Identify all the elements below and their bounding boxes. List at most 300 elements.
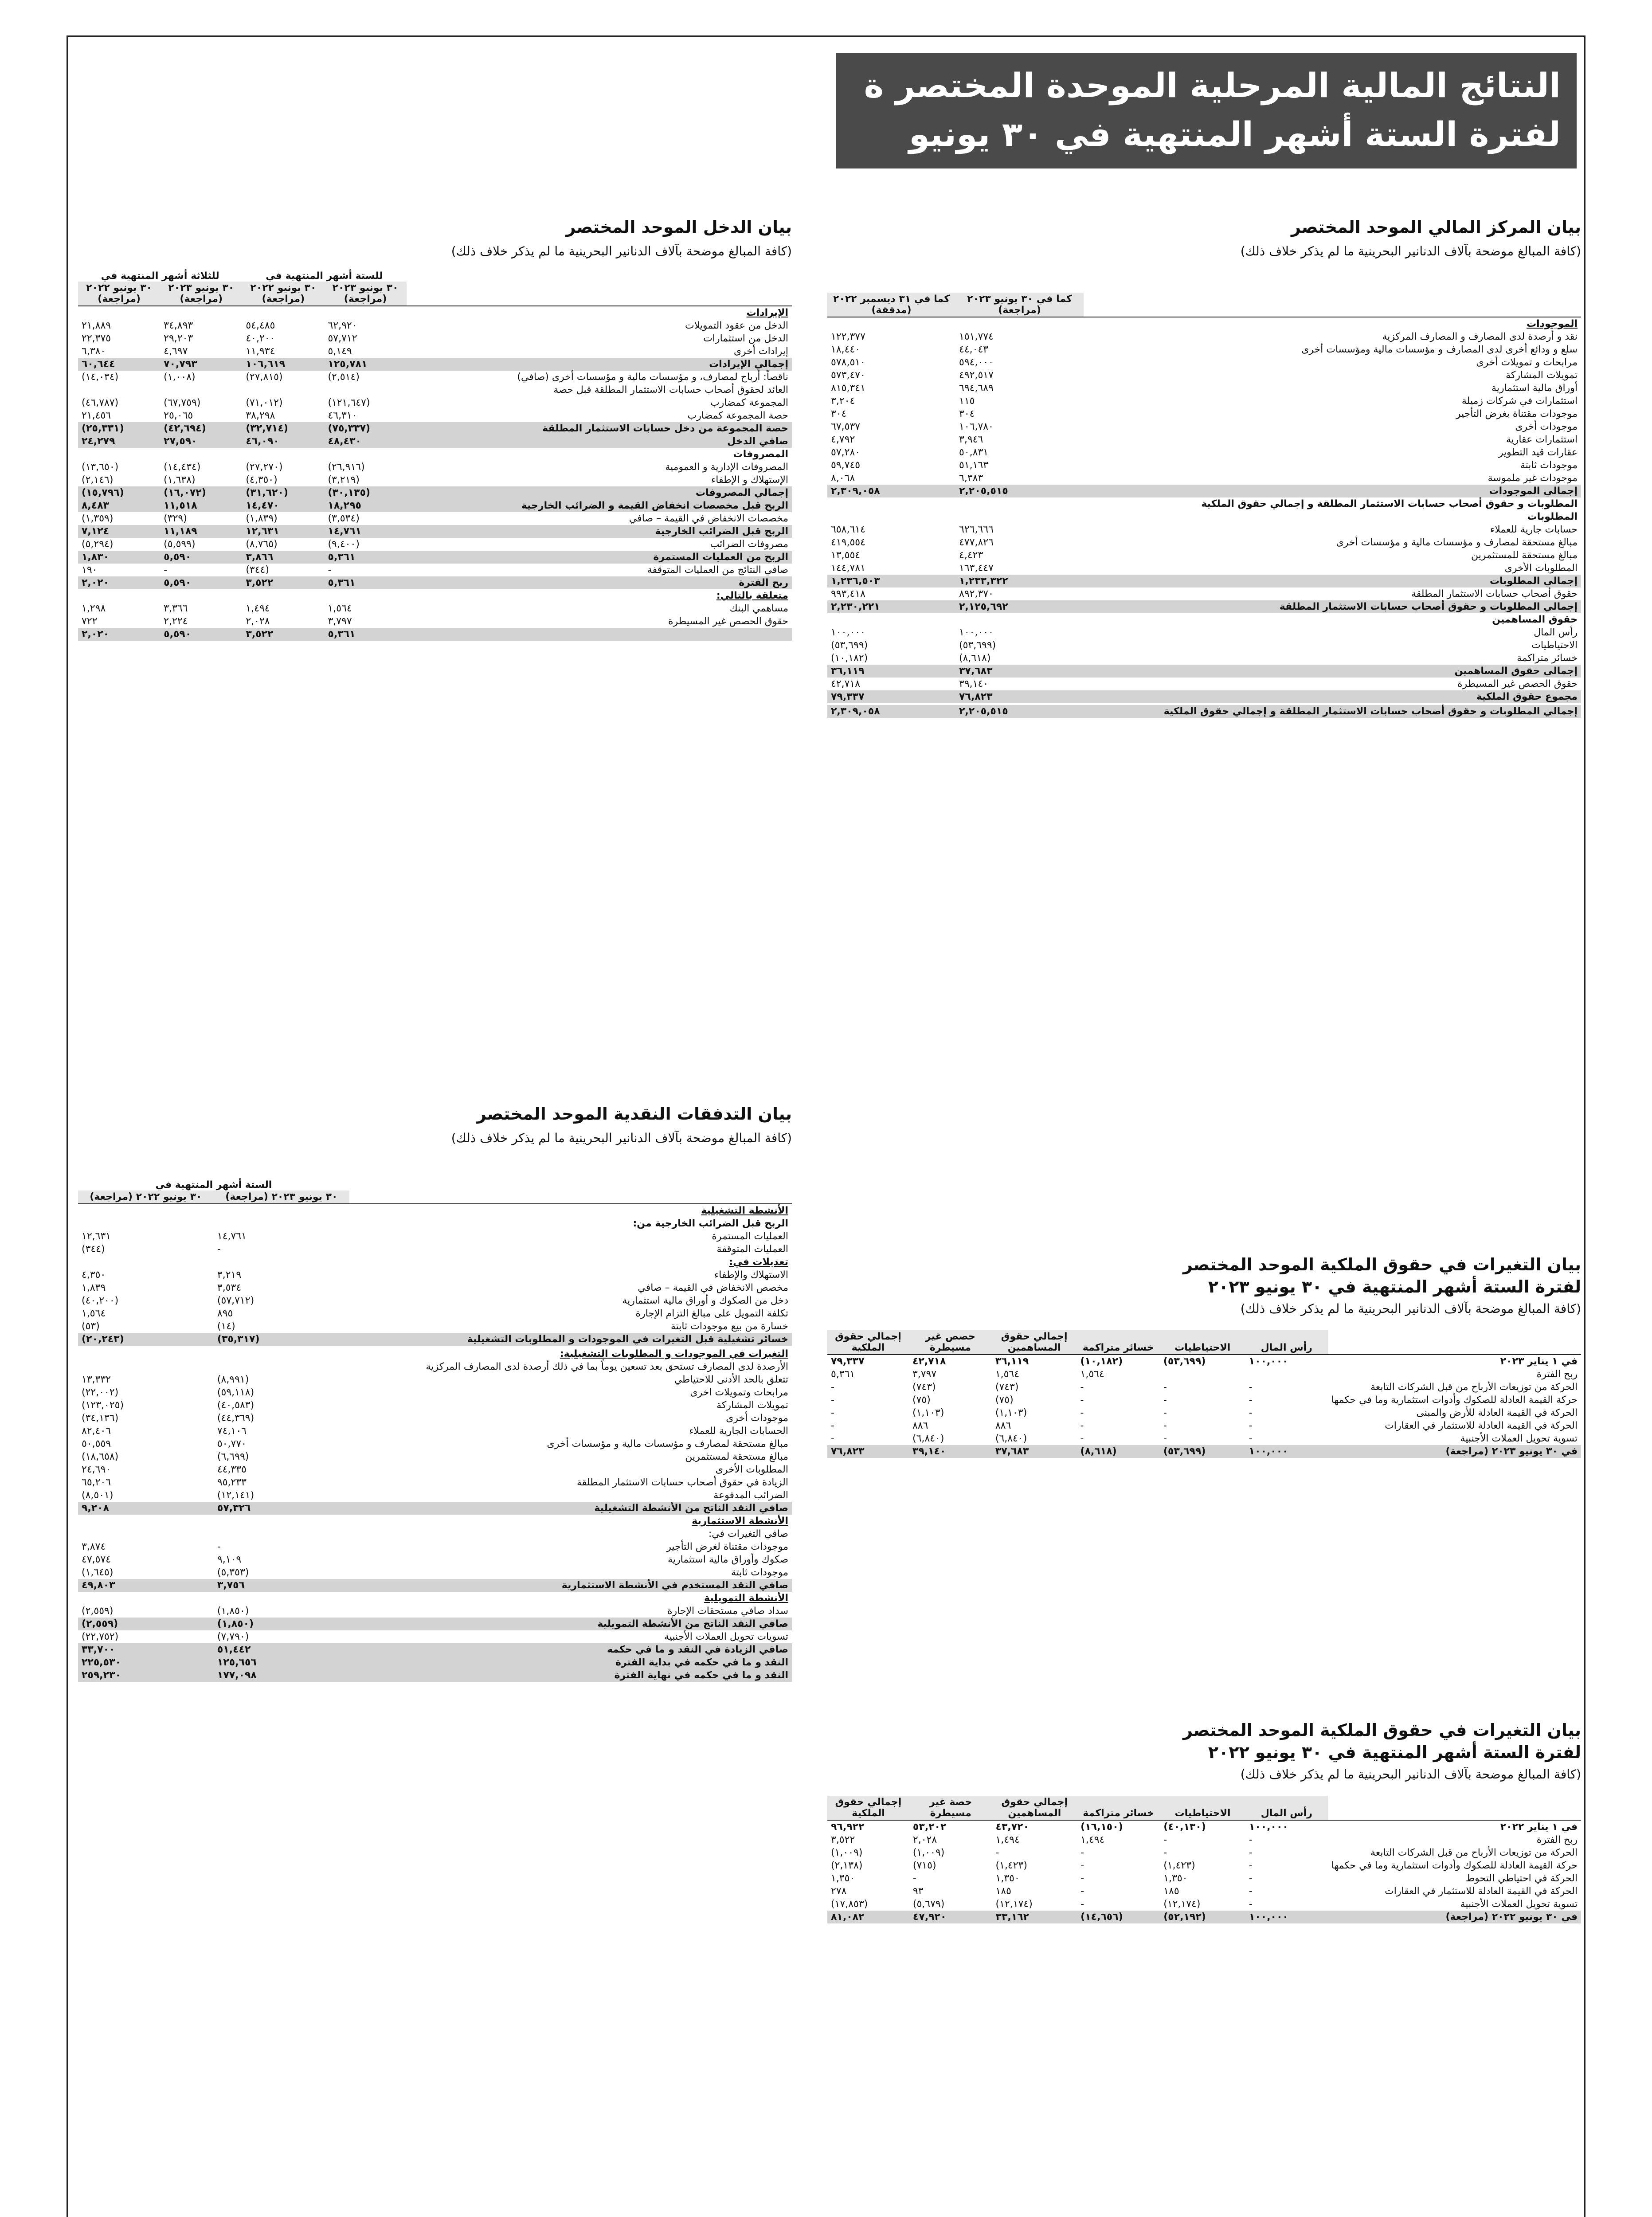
equity-2022-cell: ١,٣٥٠ bbox=[831, 1873, 855, 1884]
balance-sheet-header-row bbox=[827, 293, 1581, 317]
income-cell: ٢٧,٥٩٠ bbox=[160, 435, 242, 448]
cashflow-row-label: مرابحات وتمويلات اخرى bbox=[690, 1387, 788, 1398]
income-row bbox=[78, 435, 792, 448]
page-title-box bbox=[836, 53, 1577, 203]
cashflow-cell bbox=[78, 1204, 214, 1217]
cashflow-row bbox=[78, 1204, 792, 1217]
balance-sheet-table bbox=[827, 293, 1581, 718]
cashflow-cell: (١,٦٤٥) bbox=[82, 1567, 114, 1578]
equity-2023-row bbox=[827, 1432, 1581, 1445]
cashflow-row bbox=[78, 1630, 792, 1643]
cashflow-row bbox=[78, 1386, 792, 1399]
balance-sheet-row-label: حقوق أصحاب حسابات الاستثمار المطلقة bbox=[1411, 588, 1578, 599]
cashflow-row-label: تتعلق بالحد الأدنى للاحتياطي bbox=[674, 1374, 788, 1385]
cashflow-cell: ٩٥,٢٣٣ bbox=[217, 1477, 247, 1488]
income-cell: ٥,٥٩٠ bbox=[160, 551, 242, 564]
equity-2022-header-row bbox=[827, 1796, 1581, 1820]
equity-2023-cell: ٨٨٦ bbox=[995, 1420, 1011, 1431]
equity-2023-cell: - bbox=[1249, 1394, 1253, 1406]
equity-2022-column-header: إجمالي حقوق المساهمين bbox=[992, 1796, 1077, 1820]
balance-sheet-note: (كافة المبالغ موضحة بآلاف الدنانير البحرينية ما لم يذكر خلاف ذلك) bbox=[1240, 244, 1581, 259]
balance-sheet-cell: ١٠٠,٠٠٠ bbox=[959, 627, 994, 638]
cashflow-row bbox=[78, 1515, 792, 1528]
equity-2023-cell: (٥٣,٦٩٩) bbox=[1160, 1445, 1245, 1458]
cashflow-cell: ١,٨٣٩ bbox=[82, 1282, 106, 1293]
equity-2022-row bbox=[827, 1872, 1581, 1885]
balance-sheet-row bbox=[827, 485, 1581, 497]
balance-sheet-row-label: نقد و أرصدة لدى المصارف و المصارف المركزية bbox=[1382, 331, 1578, 342]
income-row bbox=[78, 422, 792, 435]
income-cell: ١,٨٣٠ bbox=[78, 551, 160, 564]
cashflow-row-label: الأرصدة لدى المصارف تستحق بعد تسعين يوماً بما في ذلك أرصدة لدى المصارف المركزية bbox=[426, 1361, 788, 1372]
income-row bbox=[78, 525, 792, 538]
equity-2023-row-label: الحركة من توزيعات الأرباح من قبل الشركات التابعة bbox=[1370, 1382, 1578, 1393]
balance-sheet-cell: ٧٩,٣٣٧ bbox=[827, 690, 955, 703]
income-cell: (١,٠٠٨) bbox=[164, 372, 196, 383]
equity-2022-row-label: الحركة في القيمة العادلة للاستثمار في العقارات bbox=[1385, 1886, 1578, 1897]
cashflow-cell: ٣,٢١٩ bbox=[217, 1269, 242, 1281]
balance-sheet-cell: ٣,٢٠٤ bbox=[831, 396, 855, 407]
income-cell bbox=[78, 589, 160, 602]
balance-sheet-row-label: موجودات أخرى bbox=[1515, 421, 1578, 432]
income-header-label bbox=[407, 282, 792, 306]
equity-2023-table bbox=[827, 1330, 1581, 1458]
income-cell: ٢١,٤٥٦ bbox=[82, 410, 111, 421]
cashflow-row-label: موجودات ثابتة bbox=[731, 1567, 788, 1578]
income-cell: ١٩٠ bbox=[82, 564, 98, 576]
balance-sheet-row bbox=[827, 575, 1581, 588]
income-row bbox=[78, 448, 792, 461]
income-row-label: الإيرادات bbox=[746, 307, 788, 318]
balance-sheet-cell bbox=[955, 510, 1084, 523]
balance-sheet-header-label bbox=[1084, 293, 1581, 317]
balance-sheet-row bbox=[827, 369, 1581, 382]
equity-2023-cell: ٣٦,١١٩ bbox=[995, 1356, 1029, 1367]
cashflow-row bbox=[78, 1592, 792, 1605]
cashflow-cell: (١٨,٦٥٨) bbox=[82, 1451, 119, 1462]
income-row-label: إجمالي الإيرادات bbox=[407, 358, 792, 371]
equity-2023-title-1: بيان التغيرات في حقوق الملكية الموحد المختصر bbox=[1183, 1255, 1581, 1274]
equity-2022-cell: - bbox=[1080, 1860, 1084, 1871]
income-cell: (٥,٥٩٩) bbox=[164, 539, 196, 550]
income-row-label: حصة المجموعة كمضارب bbox=[687, 410, 788, 421]
income-column-header: ٣٠ يونيو ٢٠٢٣ (مراجعة) bbox=[324, 282, 406, 306]
cashflow-row bbox=[78, 1217, 792, 1230]
income-cell: ٧٠,٧٩٣ bbox=[160, 358, 242, 371]
equity-2022-row-label: حركة القيمة العادلة للصكوك وأدوات استثمارية وما في حكمها bbox=[1331, 1860, 1578, 1871]
income-row bbox=[78, 409, 792, 422]
equity-2022-cell: - bbox=[1249, 1886, 1253, 1897]
cashflow-row-label: موجودات أخرى bbox=[726, 1413, 788, 1424]
income-cell: (٣,٢١٩) bbox=[328, 474, 360, 486]
income-group-three-months: للثلاثة أشهر المنتهية في bbox=[101, 270, 219, 282]
equity-2023-cell: ٣,٧٩٧ bbox=[912, 1369, 937, 1380]
equity-2022-cell: ٨١,٠٨٢ bbox=[827, 1911, 909, 1923]
income-cell: (٣٢٩) bbox=[164, 513, 187, 524]
equity-2023-cell: (٧٤٣) bbox=[995, 1382, 1019, 1393]
cashflow-row-label: المطلوبات الأخرى bbox=[715, 1464, 788, 1475]
income-row-label: الربح من العمليات المستمرة bbox=[407, 551, 792, 564]
equity-2023-cell: - bbox=[1163, 1382, 1167, 1393]
cashflow-cell: (٢٢,٠٠٢) bbox=[82, 1387, 119, 1398]
balance-sheet-row-label: تمويلات المشاركة bbox=[1506, 370, 1578, 381]
equity-2023-cell: (٦,٨٤٠) bbox=[912, 1433, 944, 1444]
equity-2023-cell: - bbox=[1080, 1407, 1084, 1418]
equity-2023-row bbox=[827, 1419, 1581, 1432]
income-cell bbox=[78, 306, 160, 319]
cashflow-row bbox=[78, 1425, 792, 1438]
income-cell: (٣٤٤) bbox=[246, 564, 269, 576]
balance-sheet-row bbox=[827, 330, 1581, 343]
equity-2022-cell: ١٠٠,٠٠٠ bbox=[1249, 1821, 1288, 1833]
income-row bbox=[78, 512, 792, 525]
income-statement-table bbox=[78, 270, 792, 641]
balance-sheet-cell bbox=[955, 613, 1084, 626]
balance-sheet-cell: ٢,٣٠٩,٠٥٨ bbox=[827, 485, 955, 497]
balance-sheet-cell bbox=[955, 497, 1084, 510]
balance-sheet-row bbox=[827, 588, 1581, 600]
cashflow-cell: (٥٣) bbox=[82, 1321, 100, 1332]
income-cell: ٣,٨٦٦ bbox=[242, 551, 324, 564]
balance-sheet-cell: ١٠٦,٧٨٠ bbox=[959, 421, 994, 432]
income-cell bbox=[78, 384, 160, 396]
cashflow-cell bbox=[78, 1360, 214, 1373]
cashflow-row bbox=[78, 1643, 792, 1656]
equity-2022-cell: (٥٢,١٩٢) bbox=[1160, 1911, 1245, 1923]
income-cell bbox=[324, 384, 406, 396]
cashflow-row bbox=[78, 1360, 792, 1373]
income-cell: (١٦,٠٧٢) bbox=[160, 486, 242, 499]
equity-2022-cell: (١٢,١٧٤) bbox=[995, 1899, 1033, 1910]
equity-2022-cell: ٢٧٨ bbox=[831, 1886, 847, 1897]
equity-2023-cell: (٧٤٣) bbox=[912, 1382, 936, 1393]
income-cell: ١,٢٩٨ bbox=[82, 603, 106, 614]
balance-sheet-cell: ١٣,٥٥٤ bbox=[831, 550, 861, 561]
balance-sheet-row-label: موجودات غير ملموسة bbox=[1488, 473, 1578, 484]
equity-2022-cell: ٤٣,٧٢٠ bbox=[995, 1821, 1030, 1833]
income-cell: ٦٠,٦٤٤ bbox=[78, 358, 160, 371]
balance-sheet-row bbox=[827, 600, 1581, 613]
equity-2022-cell: ١,٣٥٠ bbox=[995, 1873, 1020, 1884]
balance-sheet-cell: ٧٦,٨٢٣ bbox=[955, 690, 1084, 703]
equity-2023-cell: - bbox=[831, 1433, 834, 1444]
equity-2022-cell: ٣٣,١٦٢ bbox=[992, 1911, 1077, 1923]
income-row-label: الإستهلاك و الإطفاء bbox=[711, 474, 788, 486]
income-cell: ٤٠,٢٠٠ bbox=[246, 333, 275, 344]
equity-2023-cell: - bbox=[1249, 1420, 1253, 1431]
income-cell: ٥,٥٩٠ bbox=[160, 576, 242, 589]
balance-sheet-cell: ٥١,١٦٣ bbox=[959, 460, 989, 471]
income-group-six-months: للستة أشهر المنتهية في bbox=[266, 270, 383, 282]
cashflow-cell: ٤٤,٣٣٥ bbox=[217, 1464, 247, 1475]
income-cell: (٤٦,٧٨٧) bbox=[82, 397, 119, 408]
equity-2023-cell: (٦,٨٤٠) bbox=[995, 1433, 1027, 1444]
cashflow-row-label: دخل من الصكوك و أوراق مالية استثمارية bbox=[622, 1295, 788, 1306]
cashflow-row bbox=[78, 1412, 792, 1425]
income-cell: ١٢,٦٣١ bbox=[242, 525, 324, 538]
income-cell: ٣,٥٢٢ bbox=[242, 576, 324, 589]
cashflow-cell: - bbox=[217, 1541, 221, 1552]
income-cell: (٢٥,٣٣١) bbox=[78, 422, 160, 435]
income-row-label: المصروفات bbox=[733, 449, 788, 460]
income-cell: ٧,١٢٤ bbox=[78, 525, 160, 538]
balance-sheet-cell: ٨٩٢,٣٧٠ bbox=[959, 588, 994, 599]
equity-2022-cell: ١,٣٥٠ bbox=[1163, 1873, 1188, 1884]
balance-sheet-row bbox=[827, 433, 1581, 446]
cashflow-cell: (١,٨٥٠) bbox=[214, 1618, 349, 1630]
income-cell: ٥٤,٤٨٥ bbox=[246, 320, 275, 331]
equity-2023-column-header: حصص غير مسيطرة bbox=[909, 1330, 992, 1355]
cashflow-row-label: تكلفة التمويل على مبالغ التزام الإجارة bbox=[635, 1308, 788, 1319]
equity-2022-cell: (١٤,٦٥٦) bbox=[1077, 1911, 1160, 1923]
income-cell: ٤٨,٤٣٠ bbox=[324, 435, 406, 448]
equity-2023-cell: - bbox=[831, 1420, 834, 1431]
cashflow-cell: (٣٥,٣١٧) bbox=[214, 1333, 349, 1346]
cashflow-row bbox=[78, 1281, 792, 1294]
equity-2022-cell: (١٧,٨٥٣) bbox=[831, 1899, 868, 1910]
cashflow-row-label: العمليات المستمرة bbox=[712, 1231, 788, 1242]
income-column-header: ٣٠ يونيو ٢٠٢٣ (مراجعة) bbox=[160, 282, 242, 306]
income-row-label: إيرادات أخرى bbox=[733, 346, 788, 357]
balance-sheet-cell: ٥٧٨,٥١٠ bbox=[831, 357, 865, 368]
equity-2023-cell: ١٠٠,٠٠٠ bbox=[1249, 1356, 1288, 1367]
cashflow-cell: ٤٩,٨٠٣ bbox=[78, 1579, 214, 1592]
cashflow-header-row bbox=[78, 1191, 792, 1204]
balance-sheet-cell: ٥٩,٧٤٥ bbox=[831, 460, 861, 471]
equity-2022-cell: (٧١٥) bbox=[912, 1860, 936, 1871]
cashflow-cell: ٣,٨٧٤ bbox=[82, 1541, 106, 1552]
cashflow-cell: ١٢,٦٣١ bbox=[82, 1231, 111, 1242]
balance-sheet-cell: ٣,٩٤٦ bbox=[959, 434, 983, 445]
equity-2022-cell: ٩٦,٩٢٢ bbox=[831, 1821, 865, 1833]
balance-sheet-row-label: حقوق المساهمين bbox=[1492, 614, 1578, 625]
balance-sheet-grid bbox=[827, 293, 1581, 718]
cashflow-cell: (٣٤,١٣٦) bbox=[82, 1413, 119, 1424]
equity-2022-row bbox=[827, 1885, 1581, 1898]
income-row bbox=[78, 345, 792, 358]
cashflow-row-label: خسارة من بيع موجودات ثابتة bbox=[670, 1321, 788, 1332]
cashflow-cell: (١٢,١٤١) bbox=[217, 1490, 254, 1501]
equity-2023-cell: - bbox=[1080, 1420, 1084, 1431]
equity-2023-row bbox=[827, 1394, 1581, 1406]
income-row bbox=[78, 461, 792, 474]
cashflow-cell: (٤٤,٣٦٩) bbox=[217, 1413, 254, 1424]
cashflow-row bbox=[78, 1669, 792, 1682]
equity-2022-cell: (٢,١٣٨) bbox=[831, 1860, 863, 1871]
income-cell: ٢,٠٢٨ bbox=[246, 616, 270, 627]
income-row bbox=[78, 576, 792, 589]
balance-sheet-cell: ٤١٩,٥٥٤ bbox=[831, 537, 865, 548]
cashflow-row bbox=[78, 1243, 792, 1256]
balance-sheet-row-label: استثمارات عقارية bbox=[1506, 434, 1578, 445]
balance-sheet-cell: ٢,٣٠٩,٠٥٨ bbox=[827, 705, 955, 718]
income-cell: (١٣,٦٥٠) bbox=[82, 462, 119, 473]
income-cell: (٢٦,٩١٦) bbox=[328, 462, 365, 473]
income-row-label: الربح قبل الضرائب الخارجية bbox=[407, 525, 792, 538]
cashflow-column-header: ٣٠ يونيو ٢٠٢٢ (مراجعة) bbox=[78, 1191, 214, 1204]
balance-sheet-row-label: رأس المال bbox=[1534, 627, 1578, 638]
equity-2022-row-label: الحركة في احتياطي التحوط bbox=[1465, 1873, 1578, 1884]
balance-sheet-cell: ٥٩٤,٠٠٠ bbox=[959, 357, 994, 368]
equity-2023-row bbox=[827, 1355, 1581, 1368]
equity-2022-cell: (١٦,١٥٠) bbox=[1080, 1821, 1123, 1833]
equity-2023-cell: - bbox=[1163, 1394, 1167, 1406]
cashflow-row-label: مبالغ مستحقة لمستثمرين bbox=[685, 1451, 788, 1462]
cashflow-cell: ٩,٢٠٨ bbox=[78, 1502, 214, 1515]
balance-sheet-row bbox=[827, 420, 1581, 433]
balance-sheet-row bbox=[827, 549, 1581, 562]
balance-sheet-row bbox=[827, 317, 1581, 330]
cashflow-row bbox=[78, 1399, 792, 1412]
balance-sheet-column-header: كما في ٣٠ يونيو ٢٠٢٣ (مراجعة) bbox=[955, 293, 1084, 317]
income-row bbox=[78, 474, 792, 486]
balance-sheet-row-label: مرابحات و تمويلات أخرى bbox=[1476, 357, 1578, 368]
income-grid bbox=[78, 282, 792, 641]
cashflow-cell bbox=[78, 1256, 214, 1269]
income-cell: ٣,٣٦٦ bbox=[164, 603, 188, 614]
income-row-label: مخصصات الانخفاض في القيمة – صافي bbox=[629, 513, 788, 524]
page-title-line2: لفترة الستة أشهر المنتهية في ٣٠ يونيو ٢٠٢٣ bbox=[908, 114, 1561, 203]
equity-2023-cell: - bbox=[1080, 1433, 1084, 1444]
balance-sheet-row-label: مجموع حقوق الملكية bbox=[1084, 690, 1581, 703]
equity-2022-title-1: بيان التغيرات في حقوق الملكية الموحد المختصر bbox=[1183, 1720, 1581, 1740]
cashflow-row bbox=[78, 1269, 792, 1281]
equity-2022-cell: - bbox=[1163, 1847, 1167, 1858]
income-cell: ٢١,٨٨٩ bbox=[82, 320, 111, 331]
cashflow-row bbox=[78, 1333, 792, 1346]
cashflow-row-label: الأنشطة التشغيلية bbox=[701, 1205, 788, 1216]
balance-sheet-row-label: إجمالي المطلوبات و حقوق أصحاب حسابات الاستثمار المطلقة و إجمالي حقوق الملكية bbox=[1084, 705, 1581, 718]
income-cell: (٣,٥٣٤) bbox=[328, 513, 360, 524]
income-cell: ٧٢٢ bbox=[82, 616, 98, 627]
balance-sheet-row-label: إجمالي الموجودات bbox=[1084, 485, 1581, 497]
income-cell: ٢,٠٢٠ bbox=[78, 576, 160, 589]
equity-2023-cell: ٤٢,٧١٨ bbox=[912, 1356, 946, 1367]
cashflow-cell: ١٢٥,٦٥٦ bbox=[214, 1656, 349, 1669]
balance-sheet-row bbox=[827, 382, 1581, 395]
balance-sheet-row bbox=[827, 690, 1581, 703]
income-cell: ٣,٧٩٧ bbox=[328, 616, 352, 627]
balance-sheet-row bbox=[827, 446, 1581, 459]
cashflow-row bbox=[78, 1438, 792, 1450]
balance-sheet-row bbox=[827, 395, 1581, 407]
cashflow-row bbox=[78, 1347, 792, 1360]
income-cell: ٢٢,٣٧٥ bbox=[82, 333, 111, 344]
income-header-row bbox=[78, 282, 792, 306]
cashflow-cell: (٣٤٤) bbox=[82, 1244, 105, 1255]
cashflow-row-label: صافي النقد الناتج من الأنشطة التمويلية bbox=[349, 1618, 792, 1630]
cashflow-cell bbox=[214, 1515, 349, 1528]
cashflow-cell: ١٣,٣٣٢ bbox=[82, 1374, 111, 1385]
cashflow-row-label: تعديلات في: bbox=[729, 1257, 788, 1268]
income-cell: (٤,٣٥٠) bbox=[246, 474, 278, 486]
income-row bbox=[78, 371, 792, 384]
cashflow-row-label: صافي التغيرات في: bbox=[708, 1528, 788, 1539]
equity-2023-cell: (٧٥) bbox=[912, 1394, 931, 1406]
income-row-label: الربح قبل مخصصات انخفاض القيمة و الضرائب الخارجية bbox=[407, 499, 792, 512]
income-cell: (٢,١٤٦) bbox=[82, 474, 114, 486]
cashflow-row-label: النقد و ما في حكمه في بداية الفترة bbox=[349, 1656, 792, 1669]
cashflow-cell bbox=[214, 1360, 349, 1373]
cashflow-cell: ٨٩٥ bbox=[217, 1308, 233, 1319]
income-cell: (٨,٧٦٥) bbox=[246, 539, 278, 550]
income-row bbox=[78, 615, 792, 628]
cashflow-cell: (٨,٥٠١) bbox=[82, 1490, 114, 1501]
equity-2022-row bbox=[827, 1846, 1581, 1859]
income-row bbox=[78, 628, 792, 641]
cashflow-cell: ٥٠,٧٧٠ bbox=[217, 1438, 247, 1449]
balance-sheet-cell bbox=[955, 317, 1084, 330]
cashflow-row-label: الزيادة في حقوق أصحاب حسابات الاستثمار المطلقة bbox=[576, 1477, 788, 1488]
cashflow-cell bbox=[78, 1592, 214, 1605]
cashflow-cell: (٥,٣٥٣) bbox=[217, 1567, 249, 1578]
cashflow-cell: (١٢٣,٠٢٥) bbox=[82, 1400, 124, 1411]
cashflow-cell: ٧٤,١٠٦ bbox=[217, 1426, 247, 1437]
equity-2022-cell: - bbox=[1249, 1873, 1253, 1884]
income-cell: (٩,٤٠٠) bbox=[328, 539, 360, 550]
balance-sheet-cell: (١٠,١٨٢) bbox=[831, 653, 868, 664]
balance-sheet-cell: ٣٠٤ bbox=[959, 408, 975, 419]
income-cell: ١١,١٨٩ bbox=[160, 525, 242, 538]
equity-2022-cell: (١,٠٠٩) bbox=[831, 1847, 863, 1858]
balance-sheet-row-label: المطلوبات الأخرى bbox=[1504, 563, 1578, 574]
balance-sheet-row-label: إجمالي المطلوبات bbox=[1084, 575, 1581, 588]
equity-2023-column-header: خسائر متراكمة bbox=[1077, 1330, 1160, 1355]
equity-2022-row bbox=[827, 1820, 1581, 1833]
equity-2022-cell: ٢,٠٢٨ bbox=[912, 1834, 937, 1845]
equity-2023-cell: (٨,٦١٨) bbox=[1077, 1445, 1160, 1458]
income-cell bbox=[160, 589, 242, 602]
cashflow-row bbox=[78, 1307, 792, 1320]
cashflow-cell: - bbox=[217, 1244, 221, 1255]
equity-2022-note: (كافة المبالغ موضحة بآلاف الدنانير البحرينية ما لم يذكر خلاف ذلك) bbox=[1240, 1767, 1581, 1782]
equity-2023-cell: (١,١٠٣) bbox=[912, 1407, 944, 1418]
income-cell: ٢٩,٢٠٣ bbox=[164, 333, 193, 344]
income-cell: - bbox=[328, 564, 332, 576]
balance-sheet-cell: ٤٩٢,٥١٧ bbox=[959, 370, 994, 381]
equity-2022-column-header: حصة غير مسيطرة bbox=[909, 1796, 992, 1820]
equity-2023-note: (كافة المبالغ موضحة بآلاف الدنانير البحرينية ما لم يذكر خلاف ذلك) bbox=[1240, 1301, 1581, 1316]
page-title-line1: النتائج المالية المرحلية الموحدة المختصر ة bbox=[864, 66, 1561, 105]
cashflow-row-label: مخصص الانخفاض في القيمة – صافي bbox=[638, 1282, 788, 1293]
balance-sheet-row bbox=[827, 639, 1581, 652]
income-cell: ٥,١٤٩ bbox=[328, 346, 352, 357]
income-cell: ١,٥٦٤ bbox=[328, 603, 352, 614]
equity-2023-row-label: في ١ يناير ٢٠٢٣ bbox=[1500, 1356, 1578, 1367]
equity-2023-title-2: لفترة الستة أشهر المنتهية في ٣٠ يونيو ٢٠٢٣ bbox=[1208, 1277, 1581, 1297]
cashflow-cell: (٦,٦٩٩) bbox=[217, 1451, 249, 1462]
balance-sheet-cell: ١٦٣,٤٤٧ bbox=[959, 563, 994, 574]
income-row-label: العائد لحقوق أصحاب حسابات الاستثمار المطلقة قبل حصة bbox=[553, 384, 788, 396]
equity-2022-cell: ١,٤٩٤ bbox=[1080, 1834, 1105, 1845]
balance-sheet-cell: ٨١٥,٣٤١ bbox=[831, 383, 865, 394]
income-cell: ١٤,٤٧٠ bbox=[242, 499, 324, 512]
balance-sheet-cell: ٦٥٨,٦١٤ bbox=[831, 524, 865, 535]
balance-sheet-cell: ٣٠٤ bbox=[831, 408, 847, 419]
cashflow-cell bbox=[78, 1347, 214, 1360]
balance-sheet-cell bbox=[827, 510, 955, 523]
equity-2022-cell: - bbox=[1249, 1860, 1253, 1871]
cashflow-cell: (١٤) bbox=[217, 1321, 235, 1332]
income-cell bbox=[324, 589, 406, 602]
equity-2023-cell bbox=[1245, 1368, 1328, 1381]
income-row-label: المجموعة كمضارب bbox=[710, 397, 788, 408]
equity-2023-grid bbox=[827, 1330, 1581, 1458]
balance-sheet-row-label: الاحتياطيات bbox=[1531, 640, 1578, 651]
balance-sheet-row bbox=[827, 407, 1581, 420]
cashflow-row bbox=[78, 1566, 792, 1579]
balance-sheet-cell: ٦٩٤,٦٨٩ bbox=[959, 383, 994, 394]
